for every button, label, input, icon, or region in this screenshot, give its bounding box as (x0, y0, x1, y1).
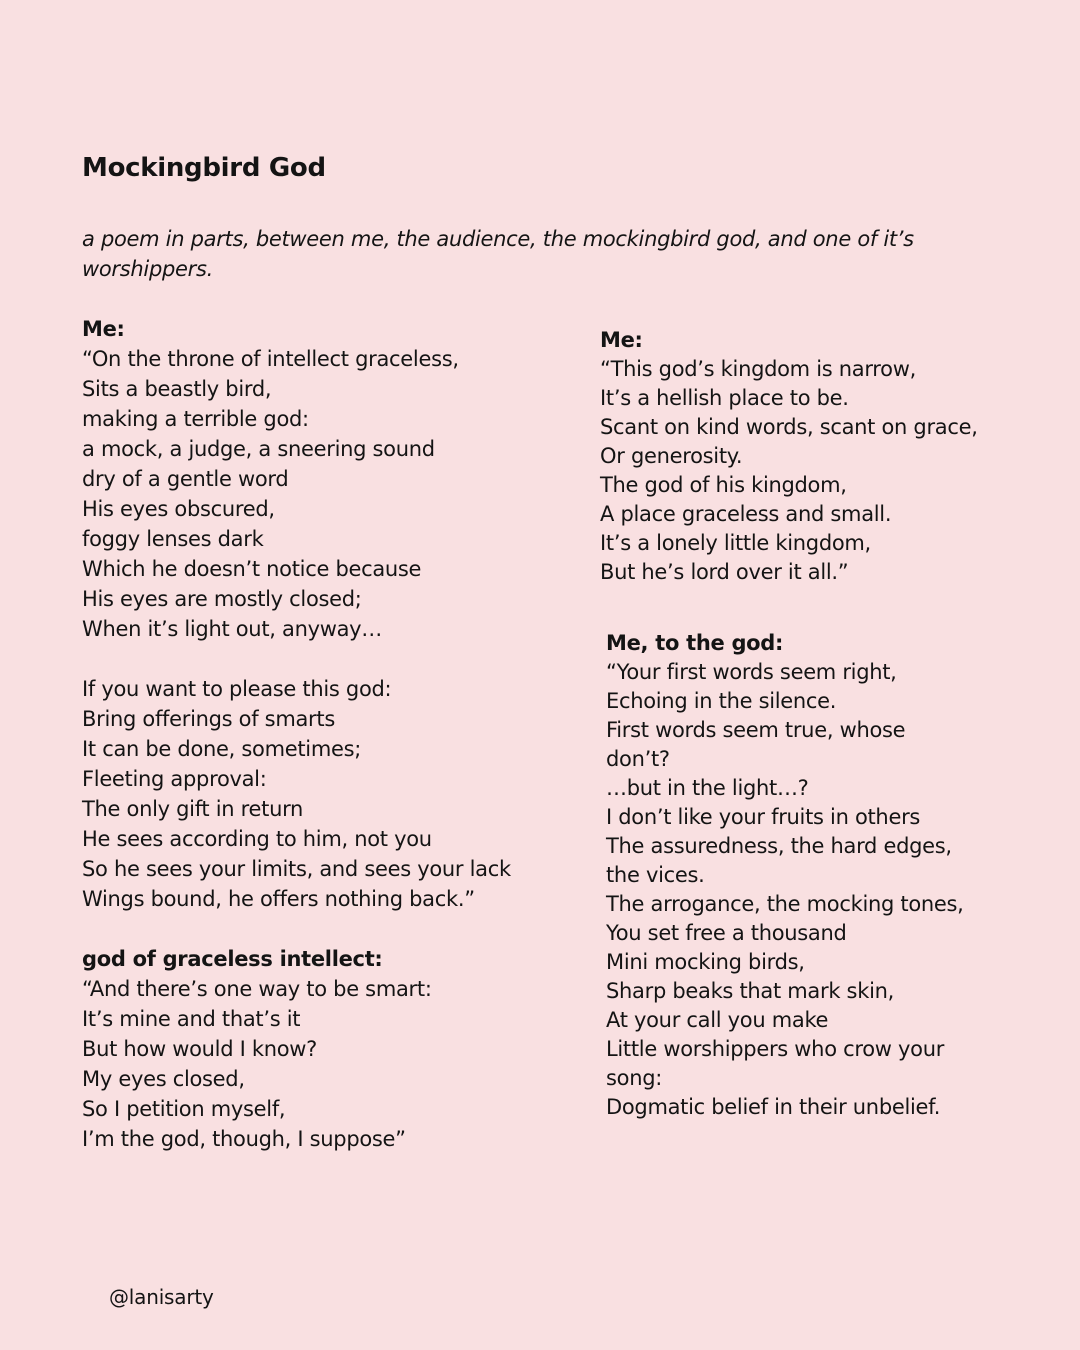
poem-line: “This god’s kingdom is narrow, (600, 357, 916, 381)
poem-line: At your call you make (606, 1008, 829, 1032)
poem-line: dry of a gentle word (82, 467, 289, 491)
stanza-me-left (82, 314, 459, 644)
poem-line: The god of his kingdom, (600, 473, 847, 497)
poem-line: …but in the light…? (606, 776, 809, 800)
poem-line: If you want to please this god: (82, 677, 392, 701)
poem-line: “On the throne of intellect graceless, (82, 347, 459, 371)
poem-line: The assuredness, the hard edges, (606, 834, 952, 858)
poem-line: It’s mine and that’s it (82, 1007, 301, 1031)
poem-line: The arrogance, the mocking tones, (606, 892, 964, 916)
poem-line: The only gift in return (82, 797, 304, 821)
poem-line: the vices. (606, 863, 705, 887)
speaker-label: Me, to the god: (606, 631, 784, 655)
speaker-label: Me: (600, 328, 643, 352)
speaker-label: Me: (82, 317, 125, 341)
poem-line: Scant on kind words, scant on grace, (600, 415, 978, 439)
poem-line: Echoing in the silence. (606, 689, 837, 713)
poem-line: First words seem true, whose (606, 718, 906, 742)
poem-line: foggy lenses dark (82, 527, 264, 551)
poem-line: It’s a lonely little kingdom, (600, 531, 871, 555)
stanza-me-to-the-god (606, 629, 964, 1122)
poem-title: Mockingbird God (82, 153, 326, 183)
poem-line: A place graceless and small. (600, 502, 892, 526)
poem-subtitle: a poem in parts, between me, the audience, the mockingbird god, and one of it’s worshippers. (82, 227, 914, 281)
poem-line: His eyes obscured, (82, 497, 275, 521)
poem-line: He sees according to him, not you (82, 827, 432, 851)
poem-line: Mini mocking birds, (606, 950, 805, 974)
poem-line: “Your first words seem right, (606, 660, 897, 684)
stanza-offerings (82, 674, 511, 914)
poem-line: My eyes closed, (82, 1067, 245, 1091)
poem-line: His eyes are mostly closed; (82, 587, 362, 611)
poem-line: Wings bound, he offers nothing back.” (82, 887, 475, 911)
poem-line: But he’s lord over it all.” (600, 560, 849, 584)
poem-line: making a terrible god: (82, 407, 309, 431)
poem-line: “And there’s one way to be smart: (82, 977, 432, 1001)
poem-line: So I petition myself, (82, 1097, 286, 1121)
poem-line: Little worshippers who crow your (606, 1037, 945, 1061)
poem-line: Bring offerings of smarts (82, 707, 335, 731)
poem-line: Dogmatic belief in their unbelief. (606, 1095, 941, 1119)
poem-line: Sits a beastly bird, (82, 377, 272, 401)
stanza-god-of-graceless-intellect (82, 944, 432, 1154)
poem-line: But how would I know? (82, 1037, 318, 1061)
poem-line: a mock, a judge, a sneering sound (82, 437, 435, 461)
poem-line: Sharp beaks that mark skin, (606, 979, 894, 1003)
poem-line: It can be done, sometimes; (82, 737, 362, 761)
poem-line: I’m the god, though, I suppose” (82, 1127, 406, 1151)
poem-line: don’t? (606, 747, 670, 771)
author-handle: @lanisarty (109, 1285, 214, 1309)
poem-line: So he sees your limits, and sees your lack (82, 857, 511, 881)
poem-line: You set free a thousand (606, 921, 847, 945)
poem-line: Or generosity. (600, 444, 743, 468)
poem-line: Fleeting approval: (82, 767, 267, 791)
speaker-label: god of graceless intellect: (82, 947, 383, 971)
poem-line: song: (606, 1066, 663, 1090)
poem-line: Which he doesn’t notice because (82, 557, 422, 581)
poem-line: It’s a hellish place to be. (600, 386, 849, 410)
poem-line: I don’t like your fruits in others (606, 805, 921, 829)
stanza-me-right (600, 326, 978, 587)
poem-line: When it’s light out, anyway… (82, 617, 382, 641)
